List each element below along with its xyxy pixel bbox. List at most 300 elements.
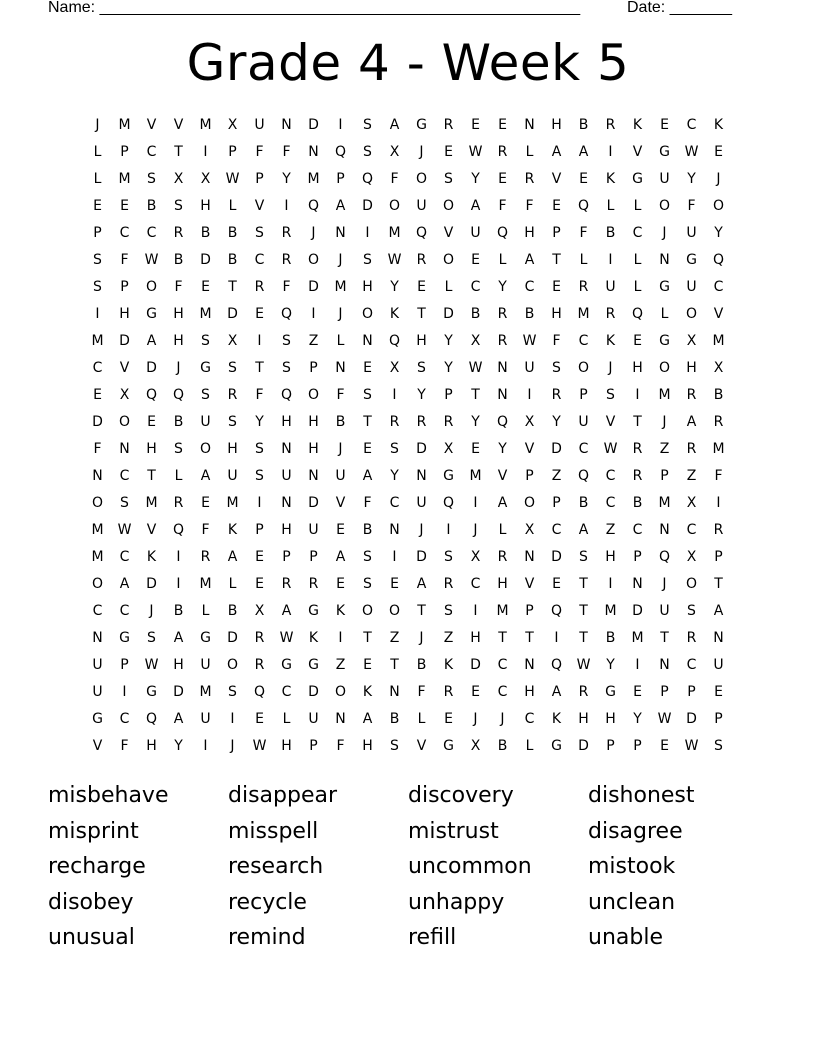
grid-letter[interactable]: B: [227, 252, 238, 268]
grid-letter[interactable]: O: [523, 495, 536, 511]
grid-letter[interactable]: H: [632, 360, 643, 376]
grid-letter[interactable]: S: [201, 333, 210, 349]
grid-letter[interactable]: Y: [606, 657, 615, 673]
grid-letter[interactable]: Y: [633, 711, 642, 727]
grid-letter[interactable]: A: [362, 468, 373, 484]
grid-letter[interactable]: Z: [686, 468, 697, 484]
grid-letter[interactable]: J: [176, 360, 181, 376]
grid-letter[interactable]: N: [659, 522, 670, 538]
grid-letter[interactable]: P: [660, 468, 669, 484]
grid-letter[interactable]: T: [498, 630, 507, 646]
grid-letter[interactable]: C: [578, 333, 589, 349]
grid-letter[interactable]: Q: [280, 387, 293, 403]
grid-letter[interactable]: G: [200, 360, 211, 376]
grid-letter[interactable]: D: [146, 576, 157, 592]
grid-letter[interactable]: Y: [444, 360, 453, 376]
grid-letter[interactable]: D: [308, 117, 319, 133]
grid-letter[interactable]: I: [608, 576, 613, 592]
grid-letter[interactable]: E: [417, 279, 426, 295]
grid-letter[interactable]: H: [551, 117, 562, 133]
grid-letter[interactable]: A: [524, 252, 535, 268]
grid-letter[interactable]: X: [686, 549, 697, 565]
grid-letter[interactable]: M: [631, 630, 644, 646]
grid-letter[interactable]: F: [579, 225, 588, 241]
grid-letter[interactable]: C: [497, 684, 508, 700]
grid-letter[interactable]: F: [201, 522, 210, 538]
grid-letter[interactable]: D: [308, 279, 319, 295]
grid-letter[interactable]: X: [686, 495, 697, 511]
grid-letter[interactable]: T: [228, 279, 237, 295]
grid-letter[interactable]: R: [713, 414, 724, 430]
grid-letter[interactable]: R: [254, 657, 265, 673]
grid-letter[interactable]: S: [579, 549, 588, 565]
grid-letter[interactable]: G: [146, 684, 157, 700]
grid-letter[interactable]: Z: [335, 657, 346, 673]
grid-letter[interactable]: M: [226, 495, 239, 511]
grid-letter[interactable]: V: [632, 144, 643, 160]
grid-letter[interactable]: D: [200, 252, 211, 268]
grid-letter[interactable]: R: [686, 387, 697, 403]
grid-letter[interactable]: H: [497, 576, 508, 592]
grid-letter[interactable]: J: [311, 225, 316, 241]
grid-letter[interactable]: D: [551, 549, 562, 565]
grid-letter[interactable]: O: [118, 414, 131, 430]
grid-letter[interactable]: B: [578, 117, 589, 133]
grid-letter[interactable]: J: [662, 576, 667, 592]
grid-letter[interactable]: L: [525, 144, 534, 160]
grid-letter[interactable]: R: [497, 144, 508, 160]
grid-letter[interactable]: Z: [551, 468, 562, 484]
grid-letter[interactable]: M: [307, 171, 320, 187]
grid-letter[interactable]: E: [579, 171, 588, 187]
grid-letter[interactable]: G: [308, 657, 319, 673]
grid-letter[interactable]: Q: [577, 198, 590, 214]
grid-letter[interactable]: X: [470, 333, 481, 349]
grid-letter[interactable]: X: [443, 441, 454, 457]
grid-letter[interactable]: L: [498, 252, 507, 268]
grid-letter[interactable]: E: [471, 252, 480, 268]
grid-letter[interactable]: O: [685, 306, 698, 322]
grid-letter[interactable]: W: [603, 441, 618, 457]
grid-letter[interactable]: D: [686, 711, 697, 727]
grid-letter[interactable]: N: [119, 441, 130, 457]
grid-letter[interactable]: W: [252, 738, 267, 754]
grid-letter[interactable]: Q: [415, 225, 428, 241]
grid-letter[interactable]: N: [497, 360, 508, 376]
grid-letter[interactable]: M: [91, 549, 104, 565]
grid-letter[interactable]: N: [92, 630, 103, 646]
grid-letter[interactable]: X: [470, 738, 481, 754]
grid-letter[interactable]: L: [579, 252, 588, 268]
grid-letter[interactable]: S: [174, 441, 183, 457]
grid-letter[interactable]: I: [527, 387, 532, 403]
grid-letter[interactable]: G: [92, 711, 103, 727]
grid-letter[interactable]: K: [605, 171, 616, 187]
grid-letter[interactable]: J: [716, 171, 721, 187]
grid-letter[interactable]: V: [146, 522, 157, 538]
grid-letter[interactable]: Q: [631, 306, 644, 322]
grid-letter[interactable]: V: [497, 468, 508, 484]
grid-letter[interactable]: D: [470, 657, 481, 673]
grid-letter[interactable]: S: [363, 576, 372, 592]
grid-letter[interactable]: O: [388, 603, 401, 619]
grid-letter[interactable]: E: [552, 279, 561, 295]
grid-letter[interactable]: P: [228, 144, 237, 160]
grid-letter[interactable]: K: [713, 117, 724, 133]
grid-letter[interactable]: Y: [471, 414, 480, 430]
grid-letter[interactable]: T: [660, 630, 669, 646]
grid-letter[interactable]: P: [120, 279, 129, 295]
grid-letter[interactable]: L: [93, 144, 102, 160]
grid-letter[interactable]: O: [442, 252, 455, 268]
grid-letter[interactable]: M: [91, 333, 104, 349]
grid-letter[interactable]: N: [308, 468, 319, 484]
grid-letter[interactable]: R: [281, 252, 292, 268]
grid-letter[interactable]: T: [579, 576, 588, 592]
grid-letter[interactable]: R: [173, 495, 184, 511]
grid-letter[interactable]: A: [200, 468, 211, 484]
grid-letter[interactable]: I: [176, 549, 181, 565]
grid-letter[interactable]: Y: [471, 171, 480, 187]
grid-letter[interactable]: A: [335, 549, 346, 565]
grid-letter[interactable]: Q: [658, 549, 671, 565]
grid-letter[interactable]: V: [713, 306, 724, 322]
grid-letter[interactable]: P: [633, 549, 642, 565]
grid-letter[interactable]: O: [658, 198, 671, 214]
grid-letter[interactable]: Z: [443, 630, 454, 646]
grid-letter[interactable]: L: [498, 522, 507, 538]
grid-letter[interactable]: P: [552, 225, 561, 241]
grid-letter[interactable]: U: [281, 468, 292, 484]
grid-letter[interactable]: S: [363, 144, 372, 160]
grid-letter[interactable]: X: [389, 144, 400, 160]
grid-letter[interactable]: N: [524, 549, 535, 565]
grid-letter[interactable]: A: [470, 198, 481, 214]
grid-letter[interactable]: P: [525, 468, 534, 484]
grid-letter[interactable]: D: [578, 738, 589, 754]
grid-letter[interactable]: L: [606, 198, 615, 214]
grid-letter[interactable]: O: [91, 576, 104, 592]
grid-letter[interactable]: L: [417, 711, 426, 727]
grid-letter[interactable]: A: [146, 333, 157, 349]
date-field[interactable]: Date: _______: [627, 0, 732, 16]
grid-letter[interactable]: B: [227, 603, 238, 619]
grid-letter[interactable]: Z: [389, 630, 400, 646]
grid-letter[interactable]: D: [146, 360, 157, 376]
grid-letter[interactable]: M: [118, 117, 131, 133]
grid-letter[interactable]: F: [120, 252, 129, 268]
grid-letter[interactable]: W: [144, 252, 159, 268]
grid-letter[interactable]: R: [281, 576, 292, 592]
grid-letter[interactable]: C: [92, 603, 103, 619]
grid-letter[interactable]: F: [282, 279, 291, 295]
grid-letter[interactable]: R: [632, 441, 643, 457]
grid-letter[interactable]: P: [633, 738, 642, 754]
grid-letter[interactable]: U: [605, 279, 616, 295]
grid-letter[interactable]: G: [281, 657, 292, 673]
grid-letter[interactable]: L: [444, 279, 453, 295]
grid-letter[interactable]: U: [200, 711, 211, 727]
grid-letter[interactable]: U: [686, 279, 697, 295]
grid-letter[interactable]: H: [119, 306, 130, 322]
grid-letter[interactable]: H: [308, 441, 319, 457]
grid-letter[interactable]: P: [336, 171, 345, 187]
grid-letter[interactable]: W: [225, 171, 240, 187]
grid-letter[interactable]: S: [363, 117, 372, 133]
grid-letter[interactable]: L: [633, 279, 642, 295]
grid-letter[interactable]: I: [365, 225, 370, 241]
grid-letter[interactable]: C: [146, 144, 157, 160]
grid-letter[interactable]: E: [201, 279, 210, 295]
grid-letter[interactable]: B: [524, 306, 535, 322]
grid-letter[interactable]: U: [335, 468, 346, 484]
grid-letter[interactable]: E: [471, 684, 480, 700]
grid-letter[interactable]: I: [95, 306, 100, 322]
grid-letter[interactable]: B: [146, 198, 157, 214]
grid-letter[interactable]: M: [712, 441, 725, 457]
grid-letter[interactable]: G: [416, 117, 427, 133]
grid-letter[interactable]: J: [500, 711, 505, 727]
grid-letter[interactable]: N: [497, 387, 508, 403]
grid-letter[interactable]: B: [335, 414, 346, 430]
grid-letter[interactable]: C: [524, 711, 535, 727]
grid-letter[interactable]: Y: [390, 279, 399, 295]
grid-letter[interactable]: M: [712, 333, 725, 349]
grid-letter[interactable]: T: [579, 630, 588, 646]
grid-letter[interactable]: P: [552, 495, 561, 511]
grid-letter[interactable]: A: [551, 144, 562, 160]
grid-letter[interactable]: P: [444, 387, 453, 403]
grid-letter[interactable]: I: [257, 495, 262, 511]
grid-letter[interactable]: W: [387, 252, 402, 268]
grid-letter[interactable]: S: [444, 603, 453, 619]
grid-letter[interactable]: P: [309, 738, 318, 754]
grid-letter[interactable]: Y: [255, 414, 264, 430]
grid-letter[interactable]: P: [309, 549, 318, 565]
grid-letter[interactable]: V: [173, 117, 184, 133]
grid-letter[interactable]: X: [119, 387, 130, 403]
grid-letter[interactable]: E: [444, 711, 453, 727]
grid-letter[interactable]: T: [255, 360, 264, 376]
grid-letter[interactable]: D: [227, 630, 238, 646]
grid-letter[interactable]: R: [497, 333, 508, 349]
grid-letter[interactable]: O: [685, 576, 698, 592]
grid-letter[interactable]: O: [199, 441, 212, 457]
grid-letter[interactable]: N: [92, 468, 103, 484]
grid-letter[interactable]: E: [390, 576, 399, 592]
grid-letter[interactable]: V: [119, 360, 130, 376]
grid-letter[interactable]: R: [686, 630, 697, 646]
grid-letter[interactable]: U: [254, 117, 265, 133]
grid-letter[interactable]: F: [93, 441, 102, 457]
grid-letter[interactable]: E: [552, 576, 561, 592]
grid-letter[interactable]: J: [473, 711, 478, 727]
grid-letter[interactable]: B: [227, 225, 238, 241]
grid-letter[interactable]: E: [93, 387, 102, 403]
grid-letter[interactable]: F: [714, 468, 723, 484]
grid-letter[interactable]: F: [120, 738, 129, 754]
grid-letter[interactable]: U: [416, 198, 427, 214]
grid-letter[interactable]: A: [227, 549, 238, 565]
grid-letter[interactable]: P: [93, 225, 102, 241]
grid-letter[interactable]: X: [227, 333, 238, 349]
grid-letter[interactable]: C: [605, 495, 616, 511]
grid-letter[interactable]: J: [419, 144, 424, 160]
grid-letter[interactable]: I: [284, 198, 289, 214]
grid-letter[interactable]: I: [230, 711, 235, 727]
grid-letter[interactable]: C: [497, 657, 508, 673]
grid-letter[interactable]: T: [552, 252, 561, 268]
grid-letter[interactable]: J: [608, 360, 613, 376]
grid-letter[interactable]: V: [146, 117, 157, 133]
grid-letter[interactable]: W: [117, 522, 132, 538]
grid-letter[interactable]: H: [362, 738, 373, 754]
grid-letter[interactable]: N: [389, 684, 400, 700]
grid-letter[interactable]: H: [470, 630, 481, 646]
grid-letter[interactable]: U: [713, 657, 724, 673]
grid-letter[interactable]: R: [632, 468, 643, 484]
grid-letter[interactable]: S: [363, 387, 372, 403]
grid-letter[interactable]: V: [524, 441, 535, 457]
grid-letter[interactable]: L: [633, 198, 642, 214]
grid-letter[interactable]: M: [199, 576, 212, 592]
grid-letter[interactable]: U: [308, 522, 319, 538]
grid-letter[interactable]: X: [227, 117, 238, 133]
grid-letter[interactable]: G: [659, 333, 670, 349]
grid-letter[interactable]: K: [551, 711, 562, 727]
grid-letter[interactable]: T: [390, 657, 399, 673]
grid-letter[interactable]: S: [201, 387, 210, 403]
grid-letter[interactable]: K: [227, 522, 238, 538]
grid-letter[interactable]: G: [308, 603, 319, 619]
grid-letter[interactable]: H: [578, 711, 589, 727]
grid-letter[interactable]: C: [632, 522, 643, 538]
grid-letter[interactable]: P: [282, 549, 291, 565]
grid-letter[interactable]: E: [498, 171, 507, 187]
grid-letter[interactable]: R: [254, 630, 265, 646]
grid-letter[interactable]: U: [92, 684, 103, 700]
grid-letter[interactable]: C: [470, 576, 481, 592]
grid-letter[interactable]: O: [334, 684, 347, 700]
grid-letter[interactable]: U: [200, 414, 211, 430]
grid-letter[interactable]: O: [388, 198, 401, 214]
grid-letter[interactable]: S: [228, 414, 237, 430]
grid-letter[interactable]: E: [363, 360, 372, 376]
grid-letter[interactable]: D: [119, 333, 130, 349]
grid-letter[interactable]: E: [255, 576, 264, 592]
grid-letter[interactable]: H: [605, 549, 616, 565]
grid-letter[interactable]: M: [199, 684, 212, 700]
grid-letter[interactable]: D: [632, 603, 643, 619]
grid-letter[interactable]: V: [605, 414, 616, 430]
grid-letter[interactable]: A: [686, 414, 697, 430]
grid-letter[interactable]: E: [336, 522, 345, 538]
grid-letter[interactable]: R: [227, 387, 238, 403]
grid-letter[interactable]: E: [363, 441, 372, 457]
grid-letter[interactable]: P: [525, 603, 534, 619]
grid-letter[interactable]: A: [551, 684, 562, 700]
grid-letter[interactable]: H: [362, 279, 373, 295]
grid-letter[interactable]: S: [147, 630, 156, 646]
grid-letter[interactable]: S: [417, 360, 426, 376]
grid-letter[interactable]: E: [336, 576, 345, 592]
grid-letter[interactable]: A: [335, 198, 346, 214]
grid-letter[interactable]: V: [551, 171, 562, 187]
grid-letter[interactable]: Y: [687, 171, 696, 187]
grid-letter[interactable]: M: [658, 387, 671, 403]
grid-letter[interactable]: E: [714, 144, 723, 160]
grid-letter[interactable]: R: [551, 387, 562, 403]
grid-letter[interactable]: E: [552, 198, 561, 214]
grid-letter[interactable]: Q: [145, 387, 158, 403]
grid-letter[interactable]: I: [257, 333, 262, 349]
grid-letter[interactable]: M: [496, 603, 509, 619]
grid-letter[interactable]: B: [605, 630, 616, 646]
grid-letter[interactable]: E: [255, 306, 264, 322]
grid-letter[interactable]: C: [578, 441, 589, 457]
grid-letter[interactable]: F: [363, 495, 372, 511]
grid-letter[interactable]: C: [119, 711, 130, 727]
grid-letter[interactable]: Q: [388, 333, 401, 349]
grid-letter[interactable]: Q: [496, 414, 509, 430]
grid-letter[interactable]: P: [120, 144, 129, 160]
grid-letter[interactable]: N: [524, 117, 535, 133]
grid-letter[interactable]: K: [308, 630, 319, 646]
grid-letter[interactable]: I: [473, 495, 478, 511]
grid-letter[interactable]: M: [199, 117, 212, 133]
grid-letter[interactable]: A: [578, 144, 589, 160]
grid-letter[interactable]: T: [633, 414, 642, 430]
grid-letter[interactable]: L: [201, 603, 210, 619]
grid-letter[interactable]: R: [686, 441, 697, 457]
grid-letter[interactable]: E: [633, 333, 642, 349]
grid-letter[interactable]: P: [255, 522, 264, 538]
grid-letter[interactable]: I: [716, 495, 721, 511]
grid-letter[interactable]: O: [361, 603, 374, 619]
grid-letter[interactable]: T: [363, 414, 372, 430]
grid-letter[interactable]: B: [605, 225, 616, 241]
grid-letter[interactable]: T: [363, 630, 372, 646]
grid-letter[interactable]: X: [254, 603, 265, 619]
grid-letter[interactable]: R: [281, 225, 292, 241]
grid-letter[interactable]: X: [713, 360, 724, 376]
grid-letter[interactable]: X: [389, 360, 400, 376]
grid-letter[interactable]: S: [228, 360, 237, 376]
grid-letter[interactable]: D: [416, 441, 427, 457]
grid-letter[interactable]: N: [335, 711, 346, 727]
grid-letter[interactable]: T: [147, 468, 156, 484]
grid-letter[interactable]: O: [226, 657, 239, 673]
grid-letter[interactable]: A: [578, 522, 589, 538]
grid-letter[interactable]: W: [657, 711, 672, 727]
grid-letter[interactable]: N: [416, 468, 427, 484]
grid-letter[interactable]: H: [173, 306, 184, 322]
grid-letter[interactable]: T: [471, 387, 480, 403]
grid-letter[interactable]: H: [281, 738, 292, 754]
grid-letter[interactable]: U: [686, 225, 697, 241]
grid-letter[interactable]: X: [524, 522, 535, 538]
grid-letter[interactable]: M: [118, 171, 131, 187]
grid-letter[interactable]: I: [554, 630, 559, 646]
grid-letter[interactable]: U: [416, 495, 427, 511]
grid-letter[interactable]: B: [173, 252, 184, 268]
grid-letter[interactable]: R: [524, 171, 535, 187]
grid-letter[interactable]: Y: [714, 225, 723, 241]
grid-letter[interactable]: N: [335, 225, 346, 241]
grid-letter[interactable]: B: [416, 657, 427, 673]
grid-letter[interactable]: F: [174, 279, 183, 295]
grid-letter[interactable]: W: [684, 144, 699, 160]
